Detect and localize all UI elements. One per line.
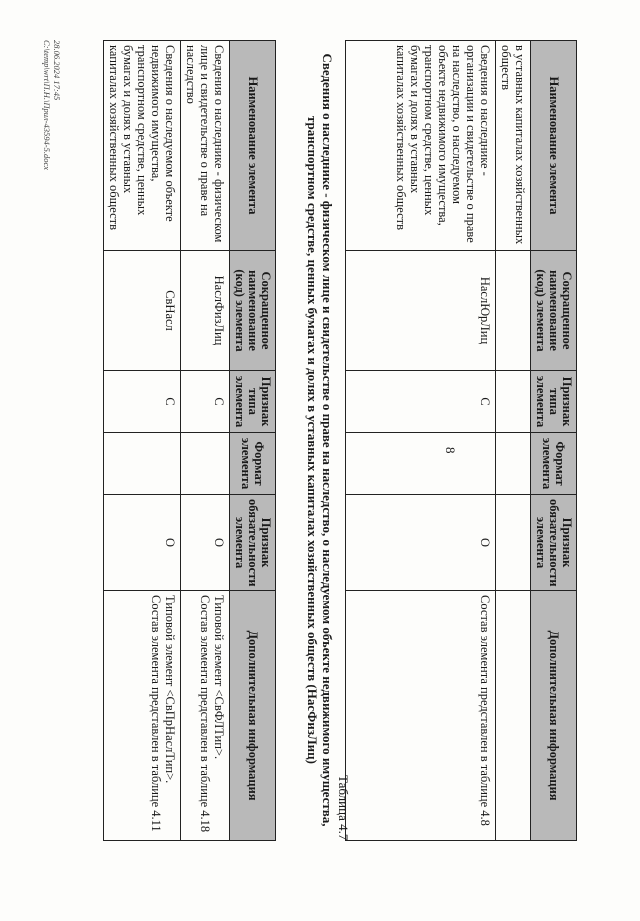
- document-footer: [42, 40, 62, 170]
- header-short-name: Сокращенное наименование (код) элемента: [531, 251, 577, 371]
- header-name: Наименование элемента: [531, 41, 577, 251]
- table-header-row: [531, 41, 577, 841]
- header-type: Признак типа элемента: [531, 371, 577, 433]
- cell-extra: Состав элемента представлен в таблице 4.8: [346, 591, 496, 841]
- table-row: [104, 41, 181, 841]
- header-format: Формат элемента: [531, 433, 577, 495]
- cell-type: С: [346, 371, 496, 433]
- cell-name: Сведения о наследнике - физическом лице и свидетельстве о праве на наследство: [181, 41, 230, 251]
- cell-extra: [104, 591, 181, 841]
- cell-required: О: [346, 495, 496, 591]
- heir-individual-table: [103, 40, 276, 841]
- table-row: [181, 41, 230, 841]
- cell-required: О: [104, 495, 181, 591]
- cell-short-name: СвНасл: [104, 251, 181, 371]
- cell-format: [496, 433, 531, 495]
- cell-required: О: [181, 495, 230, 591]
- table-caption: Сведения о наследнике - физическом лице и свидетельстве о праве на наследство, о наследуемом объекте недвижимого имущества, транспортном средстве, ценных бумагах и долях в уставных капиталах хозяйственных обществ (НасФизЛиц): [305, 53, 335, 827]
- cell-required: [496, 495, 531, 591]
- cell-format: [346, 433, 496, 495]
- header-required: Признак обязательности элемента: [230, 495, 276, 591]
- page-number: 8: [443, 447, 458, 454]
- cell-short-name: НаслФизЛиц: [181, 251, 230, 371]
- table-number: Таблица 4.7: [336, 775, 351, 841]
- footer-timestamp: 28.06.2024 17:45: [52, 40, 62, 101]
- header-format: Формат элемента: [230, 433, 276, 495]
- cell-format: [181, 433, 230, 495]
- cell-extra-line: Состав элемента представлен в таблице 4.18: [198, 595, 212, 833]
- cell-extra-line: Типовой элемент <СвПрНаслТип>.: [163, 595, 177, 784]
- header-required: Признак обязательности элемента: [531, 495, 577, 591]
- elements-table-continued: [345, 40, 577, 841]
- table-row: [346, 41, 496, 841]
- cell-extra-line: Типовой элемент <СвФЛТип>.: [212, 595, 226, 760]
- header-type: Признак типа элемента: [230, 371, 276, 433]
- cell-type: С: [181, 371, 230, 433]
- cell-name: в уставных капиталах хозяйственных обществ: [496, 41, 531, 251]
- cell-extra: [181, 591, 230, 841]
- cell-short-name: НаслЮрЛиц: [346, 251, 496, 371]
- cell-short-name: [496, 251, 531, 371]
- table-header-row: [230, 41, 276, 841]
- cell-type: С: [104, 371, 181, 433]
- cell-extra: [496, 591, 531, 841]
- cell-type: [496, 371, 531, 433]
- footer-file-path: C:\temp\wrt\П.Н.\Прил-43594-5.docx: [42, 40, 52, 171]
- header-short-name: Сокращенное наименование (код) элемента: [230, 251, 276, 371]
- header-extra: Дополнительная информация: [531, 591, 577, 841]
- table-row: [496, 41, 531, 841]
- cell-format: [104, 433, 181, 495]
- cell-name: Сведения о наследнике - организации и свидетельстве о праве на наследство, о наследуемом объекте недвижимого имущества, транспортном средстве, ценных бумагах и долях в уставных капиталах хозяйственных обществ: [346, 41, 496, 251]
- cell-name: Сведения о наследуемом объекте недвижимого имущества, транспортном средстве, ценных бумагах и долях в уставных капиталах хозяйственных обществ: [104, 41, 181, 251]
- header-extra: Дополнительная информация: [230, 591, 276, 841]
- cell-extra-line: Состав элемента представлен в таблице 4.11: [149, 595, 163, 832]
- header-name: Наименование элемента: [230, 41, 276, 251]
